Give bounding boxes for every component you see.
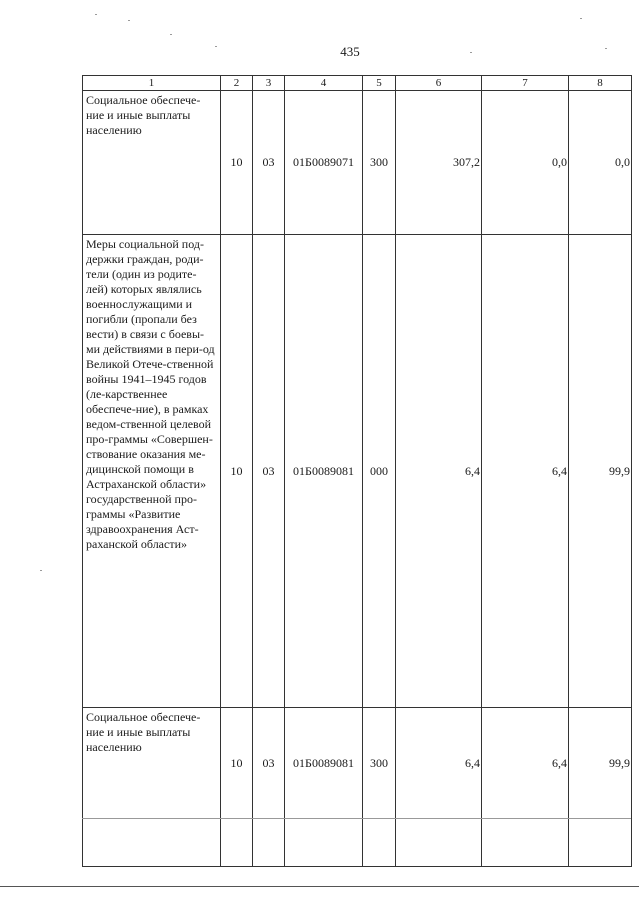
- target-article-code: 01Б0089081: [285, 235, 363, 708]
- header-cell: 7: [482, 76, 569, 91]
- scan-speck: [128, 20, 130, 21]
- table-row: [83, 91, 632, 235]
- header-cell: 6: [396, 76, 482, 91]
- expense-type-code: 000: [363, 235, 396, 708]
- expense-type-code: 300: [363, 91, 396, 235]
- scan-speck: [95, 14, 97, 15]
- amount-executed: 6,4: [482, 235, 569, 708]
- scan-speck: [580, 18, 582, 19]
- amount-planned: 6,4: [396, 708, 482, 867]
- table-bottom-rule: [82, 818, 631, 819]
- header-cell: 2: [221, 76, 253, 91]
- header-cell: 8: [569, 76, 632, 91]
- subsection-code: 03: [253, 708, 285, 867]
- page-footer-rule: [0, 886, 639, 887]
- row-description: Меры социальной под-держки граждан, роди-тели (один из родите-лей) которых являлись военнослужащими и погибли (пропали без вести) в связи с боевы-ми действиями в пери-од Великой Отече-ственной войны 1941–1945 годов (ле-карственнее обеспече-ние), в рамках ведом-ственной целевой про-граммы «Совершен-ствование оказания ме-дицинской помощи в Астраханской области» государственной про-граммы «Развитие здравоохранения Аст-раханской области»: [83, 235, 221, 708]
- scan-speck: [40, 570, 42, 571]
- execution-percent: 99,9: [569, 235, 632, 708]
- scan-speck: [605, 48, 607, 49]
- subsection-code: 03: [253, 235, 285, 708]
- target-article-code: 01Б0089081: [285, 708, 363, 867]
- row-description: Социальное обеспече-ние и иные выплаты населению: [83, 91, 221, 235]
- section-code: 10: [221, 708, 253, 867]
- row-description: Социальное обеспече-ние и иные выплаты населению: [83, 708, 221, 867]
- amount-executed: 0,0: [482, 91, 569, 235]
- table-row: [83, 235, 632, 708]
- scan-speck: [470, 52, 472, 53]
- execution-percent: 0,0: [569, 91, 632, 235]
- target-article-code: 01Б0089071: [285, 91, 363, 235]
- table-row: [83, 708, 632, 867]
- header-cell: 1: [83, 76, 221, 91]
- scan-speck: [215, 46, 217, 47]
- amount-planned: 307,2: [396, 91, 482, 235]
- section-code: 10: [221, 235, 253, 708]
- amount-executed: 6,4: [482, 708, 569, 867]
- scan-speck: [170, 34, 172, 35]
- amount-planned: 6,4: [396, 235, 482, 708]
- header-cell: 3: [253, 76, 285, 91]
- expense-type-code: 300: [363, 708, 396, 867]
- subsection-code: 03: [253, 91, 285, 235]
- budget-table: [82, 75, 632, 867]
- header-cell: 5: [363, 76, 396, 91]
- header-row: [83, 76, 632, 91]
- header-cell: 4: [285, 76, 363, 91]
- section-code: 10: [221, 91, 253, 235]
- execution-percent: 99,9: [569, 708, 632, 867]
- page-number: 435: [340, 44, 360, 59]
